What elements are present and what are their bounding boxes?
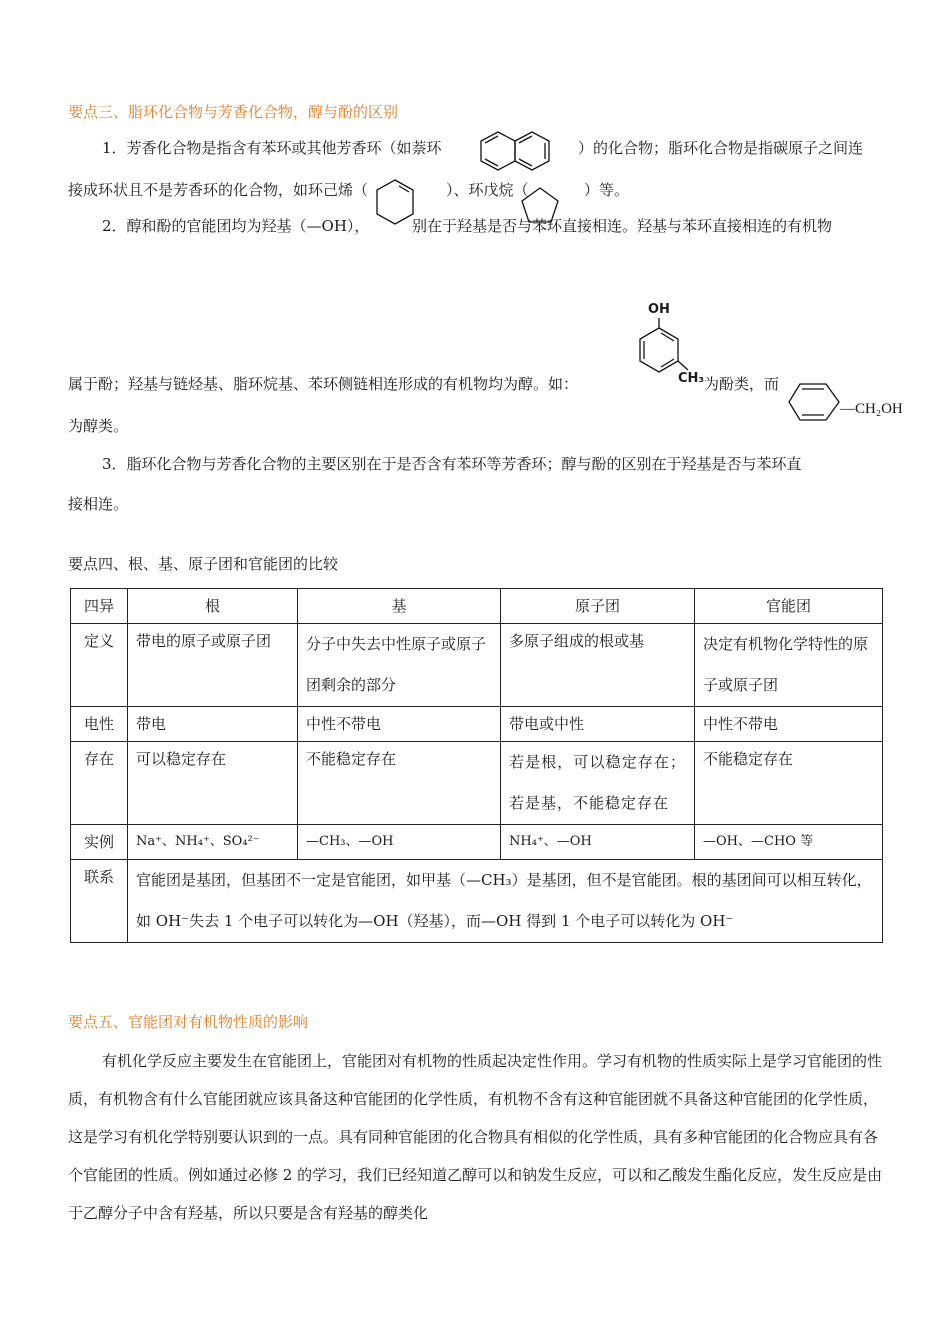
p2-text-a: 2．醇和酚的官能团均为羟基（—OH），: [102, 217, 370, 235]
table-cell: —CH₃、—OH: [298, 825, 501, 860]
table-cell: 分子中失去中性原子或原子团剩余的部分: [298, 624, 501, 707]
p1-text-d: ）、环戊烷（: [446, 181, 529, 199]
table-cell: 带电或中性: [501, 707, 695, 742]
comparison-table: [70, 588, 883, 943]
benzyl-alcohol-structure-icon: [786, 378, 844, 426]
table-row: [71, 707, 883, 742]
table-row-head: 实例: [71, 825, 128, 860]
table-header-row: [71, 589, 883, 624]
p2-text-e: 为醇类。: [68, 417, 129, 435]
p3-text-a: 3．脂环化合物与芳香化合物的主要区别在于是否含有苯环等芳香环；醇与酚的区别在于羟基是否与苯环直: [102, 455, 802, 473]
table-row: [71, 825, 883, 860]
table-header-cell: 根: [128, 589, 298, 624]
table-row: [71, 742, 883, 825]
table-row: [71, 860, 883, 943]
section4-heading: 要点四、根、基、原子团和官能团的比较: [68, 555, 339, 573]
table-cell: 可以稳定存在: [128, 742, 298, 825]
table-cell: 带电: [128, 707, 298, 742]
table-cell: Na⁺、NH₄⁺、SO₄²⁻: [128, 825, 298, 860]
table-header-cell: 官能团: [695, 589, 883, 624]
table-cell: 不能稳定存在: [695, 742, 883, 825]
mol-ch3-label: CH₃: [678, 371, 705, 386]
table-header-cell: 基: [298, 589, 501, 624]
p2-text-b: 别在于羟基是否与苯环直接相连。羟基与苯环直接相连的有机物: [412, 217, 833, 235]
table-cell-relation: 官能团是基团，但基团不一定是官能团，如甲基（—CH₃）是基团，但不是官能团。根的基团间可以相互转化，如 OH⁻失去 1 个电子可以转化为—OH（羟基），而—OH 得到 1 个电子可以转化为 OH⁻: [128, 860, 883, 943]
section5-heading: 要点五、官能团对有机物性质的影响: [68, 1013, 309, 1031]
table-row-head: 联系: [71, 860, 128, 943]
table-row: [71, 624, 883, 707]
naphthalene-structure-icon: [478, 128, 558, 186]
p3-text-b: 接相连。: [68, 495, 129, 513]
table-row-head: 电性: [71, 707, 128, 742]
table-row-head: 定义: [71, 624, 128, 707]
table-cell: 若是根，可以稳定存在；若是基，不能稳定存在: [501, 742, 695, 825]
table-cell: 中性不带电: [695, 707, 883, 742]
table-header-cell: 四异: [71, 589, 128, 624]
p2-text-d: 为酚类，而: [704, 375, 780, 393]
p1-text-e: ）等。: [584, 181, 630, 199]
mol-ch2oh-label: —CH₂OH: [840, 401, 903, 417]
section3-heading: 要点三、脂环化合物与芳香化合物，醇与酚的区别: [68, 103, 399, 121]
p1-text-c: 接成环状且不是芳香环的化合物，如环己烯（: [68, 181, 369, 199]
table-header-cell: 原子团: [501, 589, 695, 624]
table-cell: 中性不带电: [298, 707, 501, 742]
table-cell: 带电的原子或原子团: [128, 624, 298, 707]
table-cell: —OH、—CHO 等: [695, 825, 883, 860]
section5-body: 有机化学反应主要发生在官能团上，官能团对有机物的性质起决定性作用。学习有机物的性质实际上是学习官能团的性质，有机物含有什么官能团就应该具备这种官能团的化学性质，有机物不含有这种官能团就不具备这种官能团的化学性质，这是学习有机化学特别要认识到的一点。具有同种官能团的化合物具有相似的化学性质，具有多种官能团的化合物应具有各个官能团的性质。例如通过必修 2 的学习，我们已经知道乙醇可以和钠发生反应，可以和乙酸发生酯化反应，发生反应是由于乙醇分子中含有羟基，所以只要是含有羟基的醇类化: [68, 1052, 883, 1222]
mol-oh-label: OH: [648, 302, 670, 317]
table-cell: 多原子组成的根或基: [501, 624, 695, 707]
p2-text-c: 属于酚；羟基与链烃基、脂环烷基、苯环侧链相连形成的有机物均为醇。如：: [68, 375, 579, 393]
table-cell: NH₄⁺、—OH: [501, 825, 695, 860]
table-cell: 不能稳定存在: [298, 742, 501, 825]
table-cell: 决定有机物化学特性的原子或原子团: [695, 624, 883, 707]
table-row-head: 存在: [71, 742, 128, 825]
section3-p1-line1: [102, 138, 442, 158]
p1-text-b: ）的化合物；脂环化合物是指碳原子之间连: [578, 139, 864, 157]
p1-text-a: 1．芳香化合物是指含有苯环或其他芳香环（如萘环: [102, 139, 442, 157]
